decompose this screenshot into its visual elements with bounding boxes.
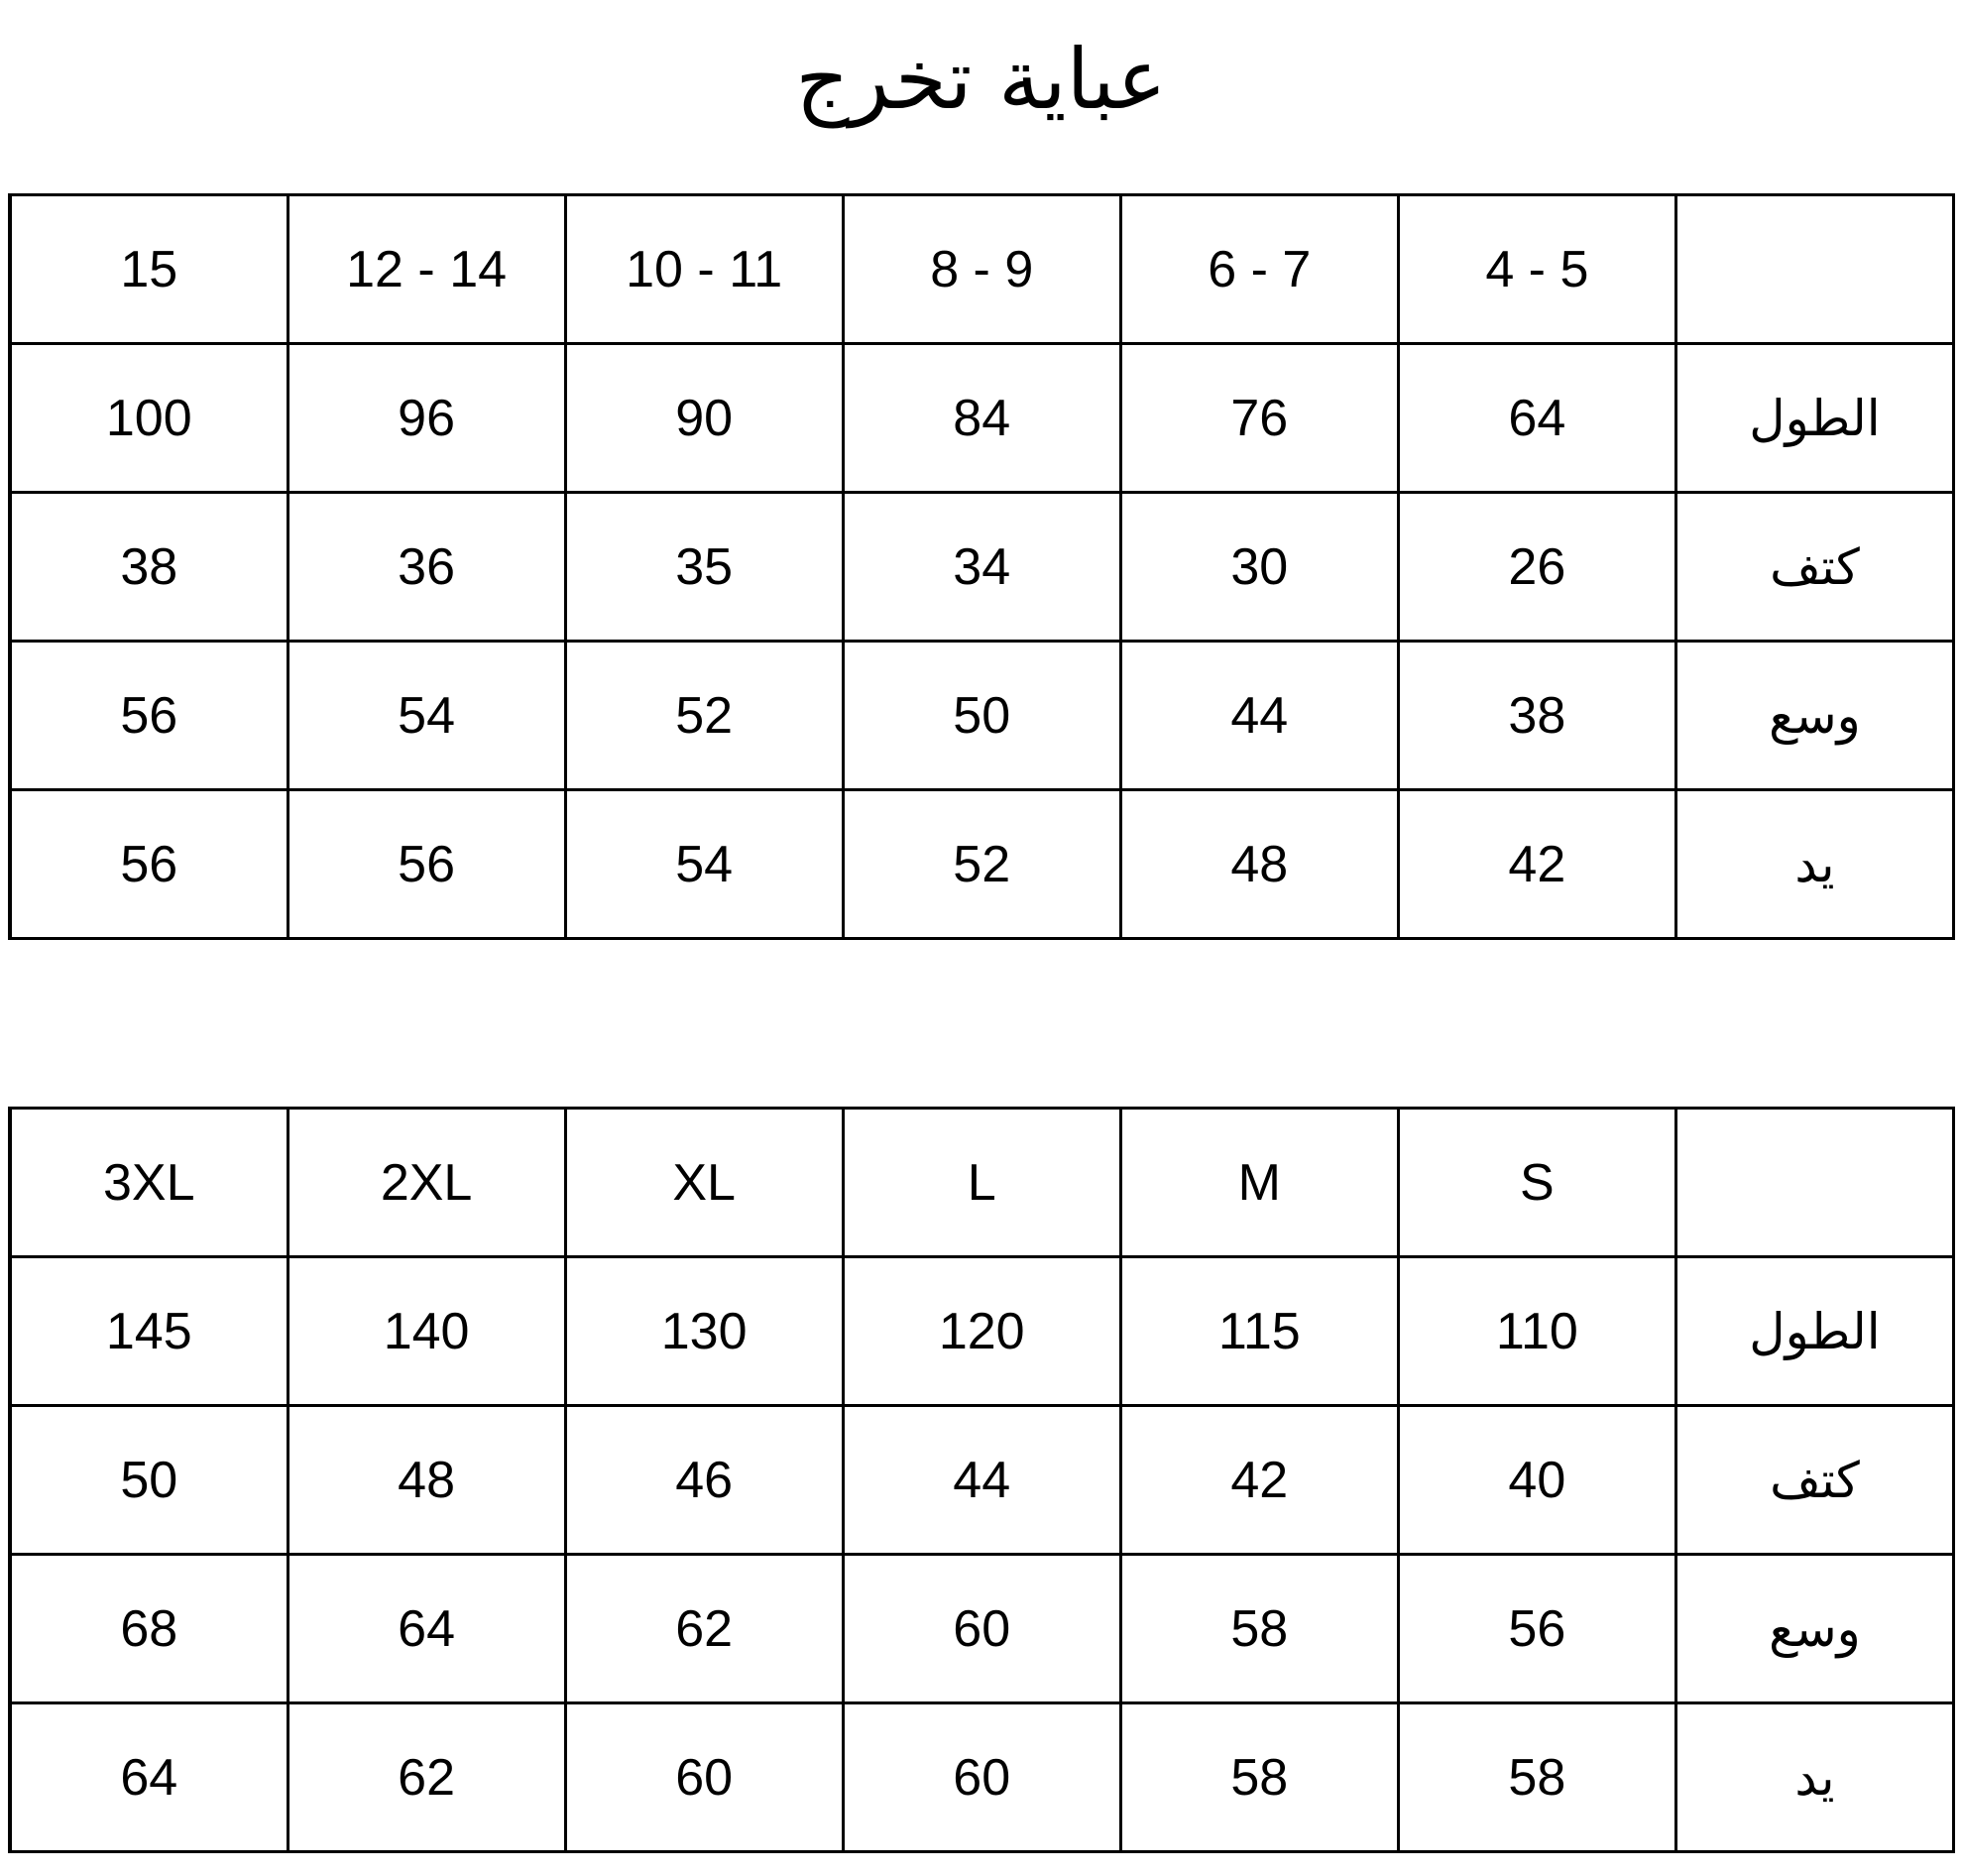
value-cell: 68: [10, 1555, 288, 1703]
value-cell: 40: [1398, 1406, 1675, 1555]
header-cell: 8 - 9: [843, 195, 1120, 344]
value-cell: 140: [288, 1257, 565, 1406]
value-cell: 30: [1120, 493, 1398, 642]
row-label: الطول: [1675, 344, 1953, 493]
value-cell: 38: [10, 493, 288, 642]
table-header-row: [10, 195, 1954, 344]
size-table-kids: [8, 193, 1955, 940]
row-label: كتف: [1675, 1406, 1953, 1555]
header-cell: XL: [565, 1109, 843, 1257]
header-cell: 3XL: [10, 1109, 288, 1257]
value-cell: 64: [288, 1555, 565, 1703]
value-cell: 58: [1398, 1703, 1675, 1852]
value-cell: 64: [1398, 344, 1675, 493]
value-cell: 44: [843, 1406, 1120, 1555]
value-cell: 50: [10, 1406, 288, 1555]
value-cell: 56: [10, 790, 288, 939]
value-cell: 54: [288, 642, 565, 790]
value-cell: 90: [565, 344, 843, 493]
value-cell: 96: [288, 344, 565, 493]
header-cell: M: [1120, 1109, 1398, 1257]
value-cell: 76: [1120, 344, 1398, 493]
row-label: وسع: [1675, 1555, 1953, 1703]
size-table-adults: [8, 1107, 1955, 1853]
table-row: [10, 790, 1954, 939]
header-cell: 4 - 5: [1398, 195, 1675, 344]
value-cell: 26: [1398, 493, 1675, 642]
table-row: [10, 642, 1954, 790]
value-cell: 110: [1398, 1257, 1675, 1406]
value-cell: 42: [1120, 1406, 1398, 1555]
table-row: [10, 344, 1954, 493]
table-row: [10, 1703, 1954, 1852]
value-cell: 48: [1120, 790, 1398, 939]
header-cell: 6 - 7: [1120, 195, 1398, 344]
value-cell: 100: [10, 344, 288, 493]
value-cell: 56: [288, 790, 565, 939]
value-cell: 60: [843, 1555, 1120, 1703]
value-cell: 38: [1398, 642, 1675, 790]
header-cell: 2XL: [288, 1109, 565, 1257]
row-label: يد: [1675, 1703, 1953, 1852]
header-cell-empty: [1675, 1109, 1953, 1257]
value-cell: 58: [1120, 1555, 1398, 1703]
value-cell: 62: [288, 1703, 565, 1852]
value-cell: 52: [843, 790, 1120, 939]
table-row: [10, 1406, 1954, 1555]
value-cell: 36: [288, 493, 565, 642]
value-cell: 54: [565, 790, 843, 939]
row-label: يد: [1675, 790, 1953, 939]
value-cell: 58: [1120, 1703, 1398, 1852]
header-cell-empty: [1675, 195, 1953, 344]
value-cell: 44: [1120, 642, 1398, 790]
row-label: الطول: [1675, 1257, 1953, 1406]
value-cell: 50: [843, 642, 1120, 790]
value-cell: 60: [843, 1703, 1120, 1852]
page-title: عباية تخرج: [795, 31, 1167, 128]
value-cell: 56: [10, 642, 288, 790]
row-label: وسع: [1675, 642, 1953, 790]
value-cell: 56: [1398, 1555, 1675, 1703]
value-cell: 64: [10, 1703, 288, 1852]
value-cell: 120: [843, 1257, 1120, 1406]
value-cell: 130: [565, 1257, 843, 1406]
value-cell: 52: [565, 642, 843, 790]
value-cell: 34: [843, 493, 1120, 642]
header-cell: S: [1398, 1109, 1675, 1257]
header-cell: 12 - 14: [288, 195, 565, 344]
value-cell: 46: [565, 1406, 843, 1555]
table-header-row: [10, 1109, 1954, 1257]
row-label: كتف: [1675, 493, 1953, 642]
value-cell: 84: [843, 344, 1120, 493]
value-cell: 35: [565, 493, 843, 642]
value-cell: 42: [1398, 790, 1675, 939]
value-cell: 115: [1120, 1257, 1398, 1406]
header-cell: 15: [10, 195, 288, 344]
value-cell: 145: [10, 1257, 288, 1406]
value-cell: 62: [565, 1555, 843, 1703]
header-cell: 10 - 11: [565, 195, 843, 344]
value-cell: 60: [565, 1703, 843, 1852]
value-cell: 48: [288, 1406, 565, 1555]
table-row: [10, 1555, 1954, 1703]
header-cell: L: [843, 1109, 1120, 1257]
table-row: [10, 1257, 1954, 1406]
table-row: [10, 493, 1954, 642]
